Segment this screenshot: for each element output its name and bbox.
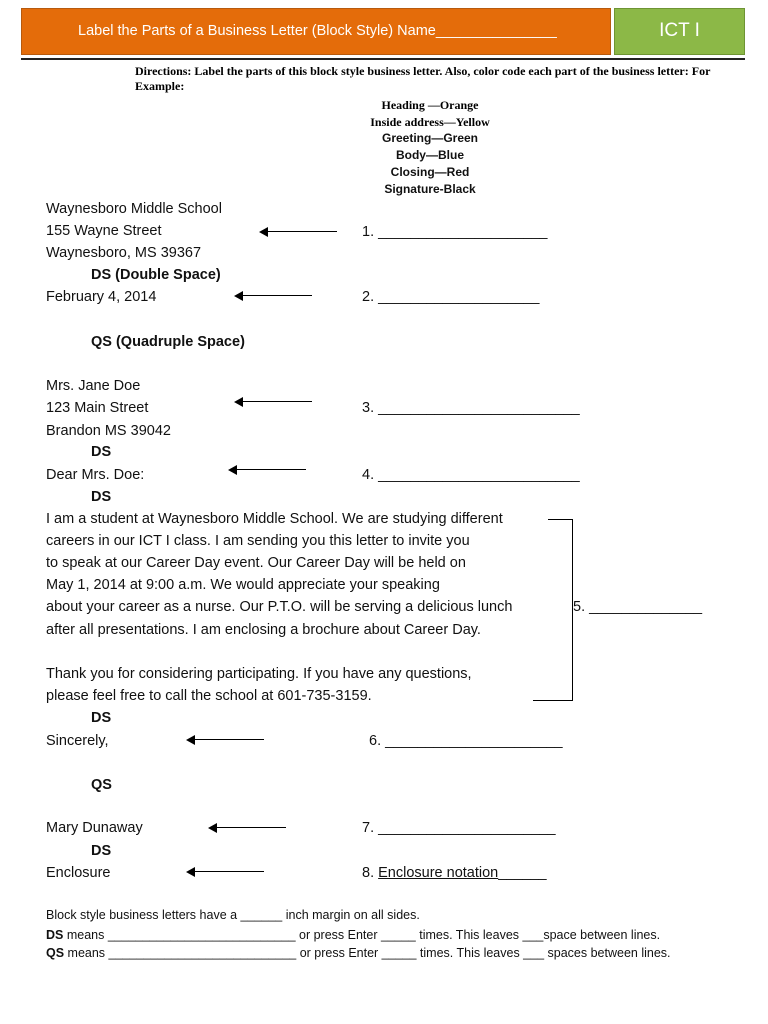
body-line-5: about your career as a nurse. Our P.T.O. will be serving a delicious lunch [46,599,513,615]
color-code-closing: Closing—Red [390,165,470,179]
label-blank-3[interactable]: 3. _________________________ [362,400,580,416]
qs-quadruple-space-note: QS (Quadruple Space) [91,334,245,350]
question-ds-text: means ___________________________ or press Enter _____ times. This leaves ___space between lines. [63,928,661,942]
label-8 [362,865,547,882]
color-code-signature: Signature-Black [384,182,476,196]
label-blank-5[interactable]: 5. ______________ [573,599,703,615]
arrow-1-icon [259,227,337,237]
label-blank-6[interactable]: 6. ______________________ [369,733,563,749]
ds-note-4: DS [91,843,112,859]
signature: Mary Dunaway [46,820,143,836]
question-qs[interactable] [46,945,671,962]
color-code-greeting: Greeting—Green [381,131,479,145]
label-blank-4[interactable]: 4. _________________________ [362,467,580,483]
question-margin[interactable]: Block style business letters have a ______ inch margin on all sides. [46,908,420,922]
arrow-6-icon [186,735,264,745]
inside-address-line-1: Mrs. Jane Doe [46,378,141,394]
body-line-7: Thank you for considering participating. If you have any questions, [46,666,472,682]
inside-address-line-3: Brandon MS 39042 [46,423,171,439]
label-8-answer: Enclosure notation [378,865,499,881]
body-bracket-bottom [533,700,573,701]
ds-double-space-note: DS (Double Space) [91,267,221,283]
ds-note-1: DS [91,444,112,460]
title-banner [21,8,611,55]
color-code-heading: Heading —Orange [381,98,479,112]
heading-line-2: 155 Wayne Street [46,223,162,239]
arrow-4-icon [228,465,306,475]
course-badge [614,8,745,55]
heading-line-1: Waynesboro Middle School [46,201,222,217]
ds-note-3: DS [91,710,112,726]
directions-text: Directions: Label the parts of this block style business letter. Also, color code each part of the business letter: For Example: [135,64,711,93]
label-blank-7[interactable]: 7. ______________________ [362,820,556,836]
color-code-body: Body—Blue [395,148,464,162]
body-line-1: I am a student at Waynesboro Middle School. We are studying different [46,511,503,527]
greeting: Dear Mrs. Doe: [46,467,145,483]
question-ds-key: DS [46,928,64,942]
inside-address-line-2: 123 Main Street [46,400,149,416]
color-code-inside-address: Inside address—Yellow [370,115,490,129]
question-ds[interactable] [46,927,660,944]
body-line-4: May 1, 2014 at 9:00 a.m. We would appreciate your speaking [46,577,440,593]
worksheet-title: Label the Parts of a Business Letter (Block Style) Name_______________ [78,23,557,39]
closing: Sincerely, [46,733,109,749]
qs-note: QS [91,777,112,793]
body-line-2: careers in our ICT I class. I am sending you this letter to invite you [46,533,470,549]
arrow-2-icon [234,291,312,301]
course-badge-label: ICT I [659,20,700,41]
question-qs-key: QS [46,946,65,960]
header-divider [21,58,745,60]
label-8-tail: ______ [498,865,547,881]
body-line-3: to speak at our Career Day event. Our Career Day will be held on [46,555,466,571]
question-qs-text: means ___________________________ or press Enter _____ times. This leaves ___ spaces between lines. [64,946,671,960]
heading-line-3: Waynesboro, MS 39367 [46,245,202,261]
arrow-7-icon [208,823,286,833]
ds-note-2: DS [91,489,112,505]
arrow-8-icon [186,867,264,877]
arrow-3-icon [234,397,312,407]
body-line-8: please feel free to call the school at 601-735-3159. [46,688,372,704]
label-blank-2[interactable]: 2. ____________________ [362,289,540,305]
body-line-6: after all presentations. I am enclosing a brochure about Career Day. [46,622,481,638]
letter-date: February 4, 2014 [46,289,157,305]
enclosure: Enclosure [46,865,111,881]
body-bracket-top [548,519,573,520]
label-blank-1[interactable]: 1. _____________________ [362,224,548,240]
label-8-number: 8. [362,865,375,881]
